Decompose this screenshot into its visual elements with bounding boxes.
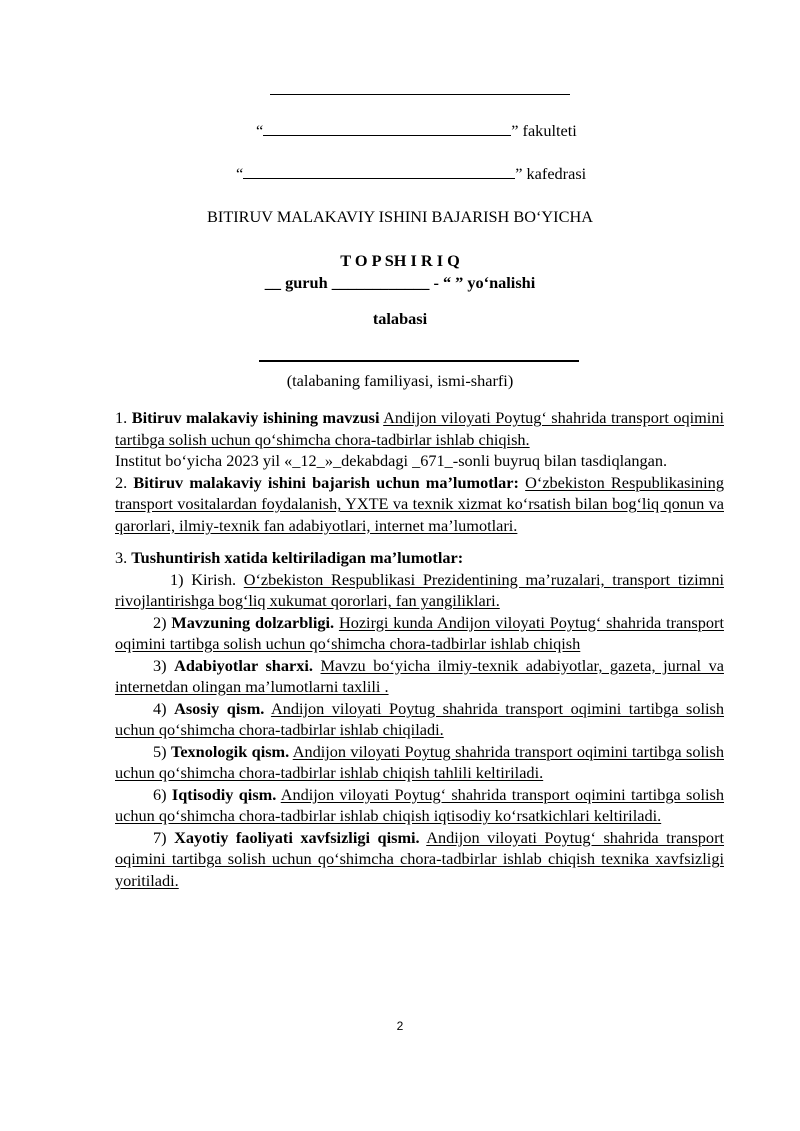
item-text: Andijon viloyati Poytug‘ shahrida transport oqimini tartibga solish uchun qo‘shimcha chora-tadbirlar ishlab chiqish. bbox=[115, 408, 724, 449]
section-2-relevance bbox=[115, 612, 724, 655]
item-text: O‘zbekiston Respublikasining transport vositalardan foydalanish, YXTE va texnik xizmat ko‘rsatish bilan bog‘liq qonun va qarorlari, ilmiy-texnik fan adabiyotlari, internet ma’lumotlari. bbox=[115, 472, 724, 535]
item-1-topic bbox=[115, 407, 724, 450]
section-label: Mavzuning dolzarbligi. bbox=[171, 612, 335, 632]
section-number: 4) bbox=[153, 698, 167, 718]
section-5-technology bbox=[115, 741, 724, 784]
section-7-safety bbox=[115, 827, 724, 892]
document-title: BITIRUV MALAKAVIY ISHINI BAJARISH BO‘YICHA bbox=[207, 207, 593, 226]
section-text: Mavzu bo‘yicha ilmiy-texnik adabiyotlar, gazeta, jurnal va internetdan olingan ma’lumotlarni taxlili . bbox=[115, 655, 724, 696]
item-label: Bitiruv malakaviy ishining mavzusi bbox=[131, 408, 380, 427]
section-label: Iqtisodiy qism. bbox=[171, 784, 277, 804]
faculty-label: ” fakulteti bbox=[511, 121, 577, 140]
task-body bbox=[115, 407, 724, 891]
item-number: 2. bbox=[115, 472, 128, 492]
faculty-open-quote: “ bbox=[256, 121, 264, 140]
section-number: 7) bbox=[153, 827, 167, 847]
approval-order: Institut bo‘yicha 2023 yil «_12_»_dekabdagi _671_-sonli buyruq bilan tasdiqlangan. bbox=[115, 451, 668, 470]
faculty-blank bbox=[263, 121, 511, 136]
item-label: Bitiruv malakaviy ishini bajarish uchun ma’lumotlar: bbox=[133, 472, 519, 492]
section-text: O‘zbekiston Respublikasi Prezidentining ma’ruzalari, transport tizimni rivojlantirishga bog‘liq xukumat qororlari, fan yangiliklari. bbox=[115, 569, 724, 610]
section-text: Andijon viloyati Poytug shahrida transport oqimini tartibga solish uchun qo‘shimcha chora-tadbirlar ishlab chiqish tahlili keltiriladi. bbox=[115, 741, 725, 782]
section-number: 5) bbox=[153, 741, 167, 761]
item-label: Tushuntirish xatida keltiriladigan ma’lumotlar: bbox=[131, 548, 464, 567]
item-3-heading bbox=[115, 547, 724, 569]
section-3-literature bbox=[115, 655, 724, 698]
item-2-data bbox=[115, 472, 724, 537]
group-line: __ guruh ____________ - “ ” yo‘nalishi bbox=[264, 273, 536, 292]
department-blank bbox=[243, 164, 515, 179]
section-label: Xayotiy faoliyati xavfsizligi qismi. bbox=[174, 827, 420, 847]
page-number: 2 bbox=[396, 1019, 404, 1033]
item-number: 1. bbox=[115, 408, 128, 427]
student-label: talabasi bbox=[372, 309, 428, 328]
section-label: Adabiyotlar sharxi. bbox=[174, 655, 313, 675]
student-name-caption: (talabaning familiyasi, ismi-sharfi) bbox=[286, 371, 514, 390]
section-number: 2) bbox=[153, 612, 167, 632]
section-number: 1) bbox=[170, 569, 184, 589]
institute-name-blank bbox=[270, 94, 570, 95]
task-heading: T O P SH I R I Q bbox=[340, 251, 460, 270]
department-open-quote: “ bbox=[236, 164, 244, 183]
student-name-blank bbox=[259, 360, 579, 362]
section-label: Kirish. bbox=[191, 569, 237, 589]
section-1-introduction bbox=[115, 569, 724, 612]
section-number: 6) bbox=[153, 784, 167, 804]
section-number: 3) bbox=[153, 655, 167, 675]
section-4-main bbox=[115, 698, 724, 741]
section-text: Hozirgi kunda Andijon viloyati Poytug‘ shahrida transport oqimini tartibga solish uchun qo‘shimcha chora-tadbirlar ishlab chiqish bbox=[115, 612, 724, 653]
item-number: 3. bbox=[115, 548, 128, 567]
faculty-line bbox=[256, 120, 577, 142]
section-label: Asosiy qism. bbox=[174, 698, 265, 718]
section-text: Andijon viloyati Poytug shahrida transport oqimini tartibga solish uchun qo‘shimcha chora-tadbirlar ishlab chiqiladi. bbox=[115, 698, 725, 739]
department-label: ” kafedrasi bbox=[515, 164, 587, 183]
section-6-economics bbox=[115, 784, 724, 827]
section-text: Andijon viloyati Poytug‘ shahrida transport oqimini tartibga solish uchun qo‘shimcha chora-tadbirlar ishlab chiqish iqtisodiy ko‘rsatkichlari keltiriladi. bbox=[115, 784, 725, 825]
section-text: Andijon viloyati Poytug‘ shahrida transport oqimini tartibga solish uchun qo‘shimcha chora-tadbirlar ishlab chiqish texnika xavfsizligi yoritiladi. bbox=[115, 827, 725, 890]
department-line bbox=[236, 163, 586, 185]
section-label: Texnologik qism. bbox=[170, 741, 290, 761]
